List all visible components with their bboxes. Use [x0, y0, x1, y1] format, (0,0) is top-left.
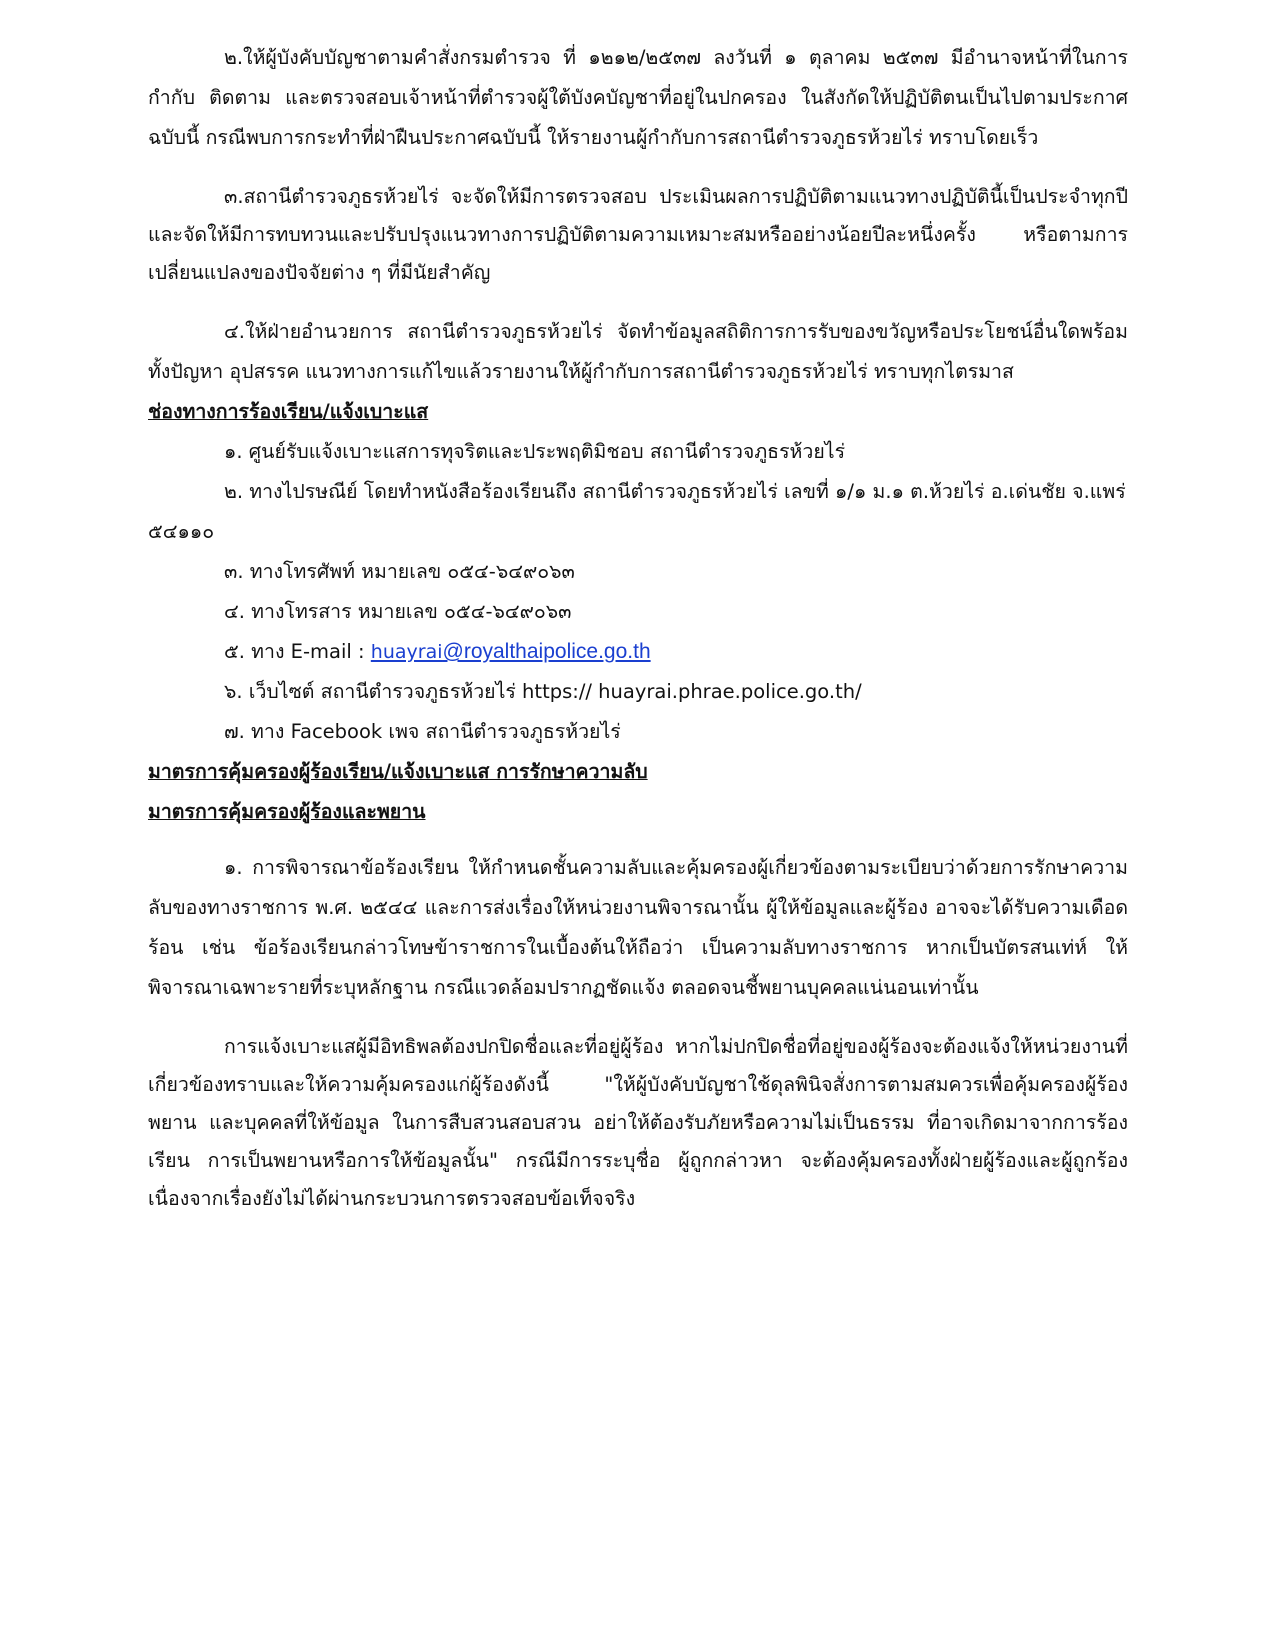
email-domain: @royalthaipolice.go.th	[442, 640, 651, 663]
channel-item-4: ๔. ทางโทรสาร หมายเลข ๐๕๔-๖๔๙๐๖๓	[224, 600, 572, 623]
channel-item-5-email	[148, 632, 1128, 672]
channel-item-1: ๑. ศูนย์รับแจ้งเบาะแสการทุจริตและประพฤติมิชอบ สถานีตำรวจภูธรห้วยไร่	[224, 440, 846, 463]
paragraph-item-3: ๓.สถานีตำรวจภูธรห้วยไร่ จะจัดให้มีการตรวจสอบ ประเมินผลการปฏิบัติตามแนวทางปฏิบัตินี้เป็นประจำทุกปี และจัดให้มีการทบทวนและปรับปรุงแนวทางการปฏิบัติตามความเหมาะสมหรืออย่างน้อยปีละหนึ่งครั้ง หรือตามการเปลี่ยนแปลงของปัจจัยต่าง ๆ ที่มีนัยสำคัญ	[148, 185, 1128, 284]
channel-item-6-website: ๖. เว็บไซต์ สถานีตำรวจภูธรห้วยไร่ https:// huayrai.phrae.police.go.th/	[224, 680, 862, 703]
protection-paragraph-2: การแจ้งเบาะแสผู้มีอิทธิพลต้องปกปิดชื่อและที่อยู่ผู้ร้อง หากไม่ปกปิดชื่อที่อยู่ของผู้ร้องจะต้องแจ้งให้หน่วยงานที่เกี่ยวข้องทราบและให้ความคุ้มครองแก่ผู้ร้องดังนี้ "ให้ผู้บังคับบัญชาใช้ดุลพินิจสั่งการตามสมควรเพื่อคุ้มครองผู้ร้อง พยาน และบุคคลที่ให้ข้อมูล ในการสืบสวนสอบสวน อย่าให้ต้องรับภัยหรือความไม่เป็นธรรม ที่อาจเกิดมาจากการร้องเรียน การเป็นพยานหรือการให้ข้อมูลนั้น" กรณีมีการระบุชื่อ ผู้ถูกกล่าวหา จะต้องคุ้มครองทั้งฝ่ายผู้ร้องและผู้ถูกร้องเนื่องจากเรื่องยังไม่ได้ผ่านกระบวนการตรวจสอบข้อเท็จจริง	[148, 1035, 1128, 1210]
witness-protection-heading: มาตรการคุ้มครองผู้ร้องและพยาน	[148, 800, 426, 823]
email-link[interactable]	[371, 640, 651, 663]
channel-item-3: ๓. ทางโทรศัพท์ หมายเลข ๐๕๔-๖๔๙๐๖๓	[224, 560, 575, 583]
protection-paragraph-1: ๑. การพิจารณาข้อร้องเรียน ให้กำหนดชั้นความลับและคุ้มครองผู้เกี่ยวข้องตามระเบียบว่าด้วยการรักษาความลับของทางราชการ พ.ศ. ๒๕๔๔ และการส่งเรื่องให้หน่วยงานพิจารณานั้น ผู้ให้ข้อมูลและผู้ร้อง อาจจะได้รับความเดือดร้อน เช่น ข้อร้องเรียนกล่าวโทษข้าราชการในเบื้องต้นให้ถือว่า เป็นความลับทางราชการ หากเป็นบัตรสนเท่ห์ ให้พิจารณาเฉพาะรายที่ระบุหลักฐาน กรณีแวดล้อมปรากฏชัดแจ้ง ตลอดจนชี้พยานบุคคลแน่นอนเท่านั้น	[148, 856, 1128, 999]
email-user: huayrai	[370, 641, 443, 663]
email-prefix: ๕. ทาง E-mail :	[224, 640, 371, 663]
protection-heading: มาตรการคุ้มครองผู้ร้องเรียน/แจ้งเบาะแส การรักษาความลับ	[148, 760, 648, 783]
channel-item-7-facebook: ๗. ทาง Facebook เพจ สถานีตำรวจภูธรห้วยไร่	[224, 720, 621, 743]
complaint-channels-heading: ช่องทางการร้องเรียน/แจ้งเบาะแส	[148, 400, 429, 423]
channel-item-2: ๒. ทางไปรษณีย์ โดยทำหนังสือร้องเรียนถึง สถานีตำรวจภูธรห้วยไร่ เลขที่ ๑/๑ ม.๑ ต.ห้วยไร่ อ.เด่นชัย จ.แพร่ ๕๔๑๑๐	[148, 480, 1126, 543]
document-page	[148, 38, 1128, 1218]
paragraph-item-2: ๒.ให้ผู้บังคับบัญชาตามคำสั่งกรมตำรวจ ที่ ๑๒๑๒/๒๕๓๗ ลงวันที่ ๑ ตุลาคม ๒๕๓๗ มีอำนาจหน้าที่ในการกำกับ ติดตาม และตรวจสอบเจ้าหน้าที่ตำรวจผู้ใต้บังคบัญชาที่อยู่ในปกครอง ในสังกัดให้ปฏิบัติตนเป็นไปตามประกาศฉบับนี้ กรณีพบการกระทำที่ฝ่าฝืนประกาศฉบับนี้ ให้รายงานผู้กำกับการสถานีตำรวจภูธรห้วยไร่ ทราบโดยเร็ว	[148, 46, 1128, 149]
paragraph-item-4: ๔.ให้ฝ่ายอำนวยการ สถานีตำรวจภูธรห้วยไร่ จัดทำข้อมูลสถิติการการรับของขวัญหรือประโยชน์อื่นใดพร้อมทั้งปัญหา อุปสรรค แนวทางการแก้ไขแล้วรายงานให้ผู้กำกับการสถานีตำรวจภูธรห้วยไร่ ทราบทุกไตรมาส	[148, 320, 1128, 383]
